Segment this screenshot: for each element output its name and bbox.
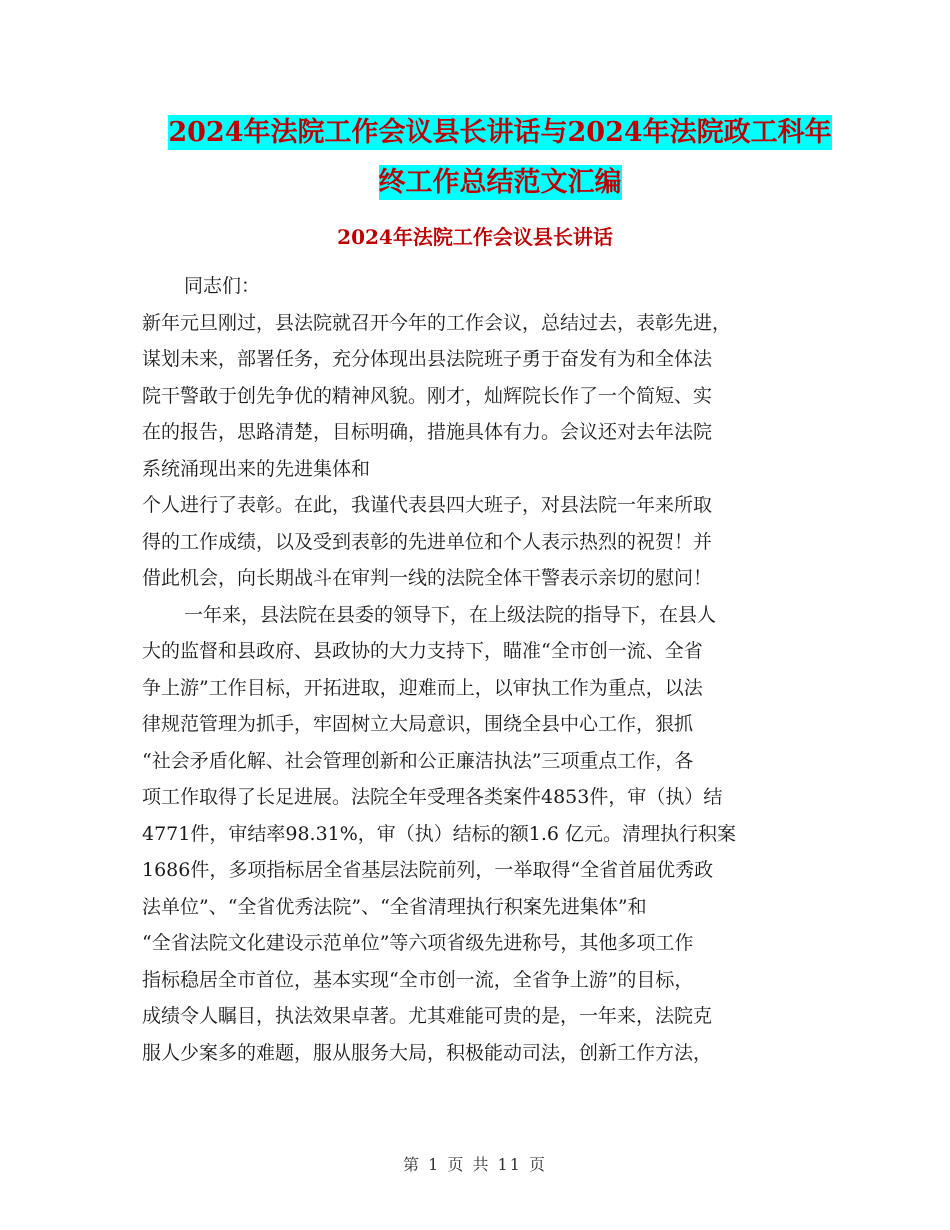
body-line: 成绩令人瞩目，执法效果卓著。尤其难能可贵的是，一年来，法院克 [142,1005,713,1027]
body-line: 4771件，审结率98.31%，审（执）结标的额1.6 亿元。清理执行积案 [142,822,737,845]
body-line: “全省法院文化建设示范单位”等六项省级先进称号，其他多项工作 [142,932,694,954]
body-line: 指标稳居全市首位，基本实现“全市创一流，全省争上游”的目标， [142,968,694,991]
body-line: 系统涌现出来的先进集体和 [142,457,371,480]
section-title: 2024年法院工作会议县长讲话 [337,225,613,249]
body-line: 项工作取得了长足进展。法院全年受理各类案件4853件，审（执）结 [142,786,723,808]
body-line: 借此机会，向长期战斗在审判一线的法院全体干警表示亲切的慰问！ [142,567,713,589]
body-line: “社会矛盾化解、社会管理创新和公正廉洁执法”三项重点工作，各 [142,749,694,772]
body-line: 法单位”、“全省优秀法院”、“全省清理执行积案先进集体”和 [142,895,647,918]
body-line: 新年元旦刚过，县法院就召开今年的工作会议，总结过去，表彰先进， [142,311,732,334]
title-line-2: 终工作总结范文汇编 [378,167,622,198]
body-line: 1686件，多项指标居全省基层法院前列，一举取得“全省首届优秀政 [142,859,714,881]
body-line: 得的工作成绩，以及受到表彰的先进单位和个人表示热烈的祝贺！并 [142,530,713,553]
document-body [142,268,802,1071]
document-title [120,108,880,208]
body-line: 一年来，县法院在县委的领导下，在上级法院的指导下，在县人 [184,603,717,626]
body-line: 个人进行了表彰。在此，我谨代表县四大班子，对县法院一年来所取 [142,494,713,516]
body-line: 服人少案多的难题，服从服务大局，积极能动司法，创新工作方法， [142,1041,713,1064]
body-line: 谋划未来，部署任务，充分体现出县法院班子勇于奋发有为和全体法 [142,348,713,370]
title-line-1: 2024年法院工作会议县长讲话与2024年法院政工科年 [168,117,832,148]
body-line: 争上游”工作目标，开拓进取，迎难而上，以审执工作为重点，以法 [142,676,703,699]
body-line: 同志们： [184,275,261,297]
body-line: 大的监督和县政府、县政协的大力支持下，瞄准“全市创一流、全省 [142,640,703,662]
body-line: 在的报告，思路清楚，目标明确，措施具体有力。会议还对去年法院 [142,421,713,443]
page-number-footer: 第 1 页 共 11 页 [403,1155,547,1174]
body-line: 律规范管理为抓手，牢固树立大局意识，围绕全县中心工作，狠抓 [142,713,694,735]
body-line: 院干警敢于创先争优的精神风貌。刚才，灿辉院长作了一个简短、实 [142,384,713,407]
